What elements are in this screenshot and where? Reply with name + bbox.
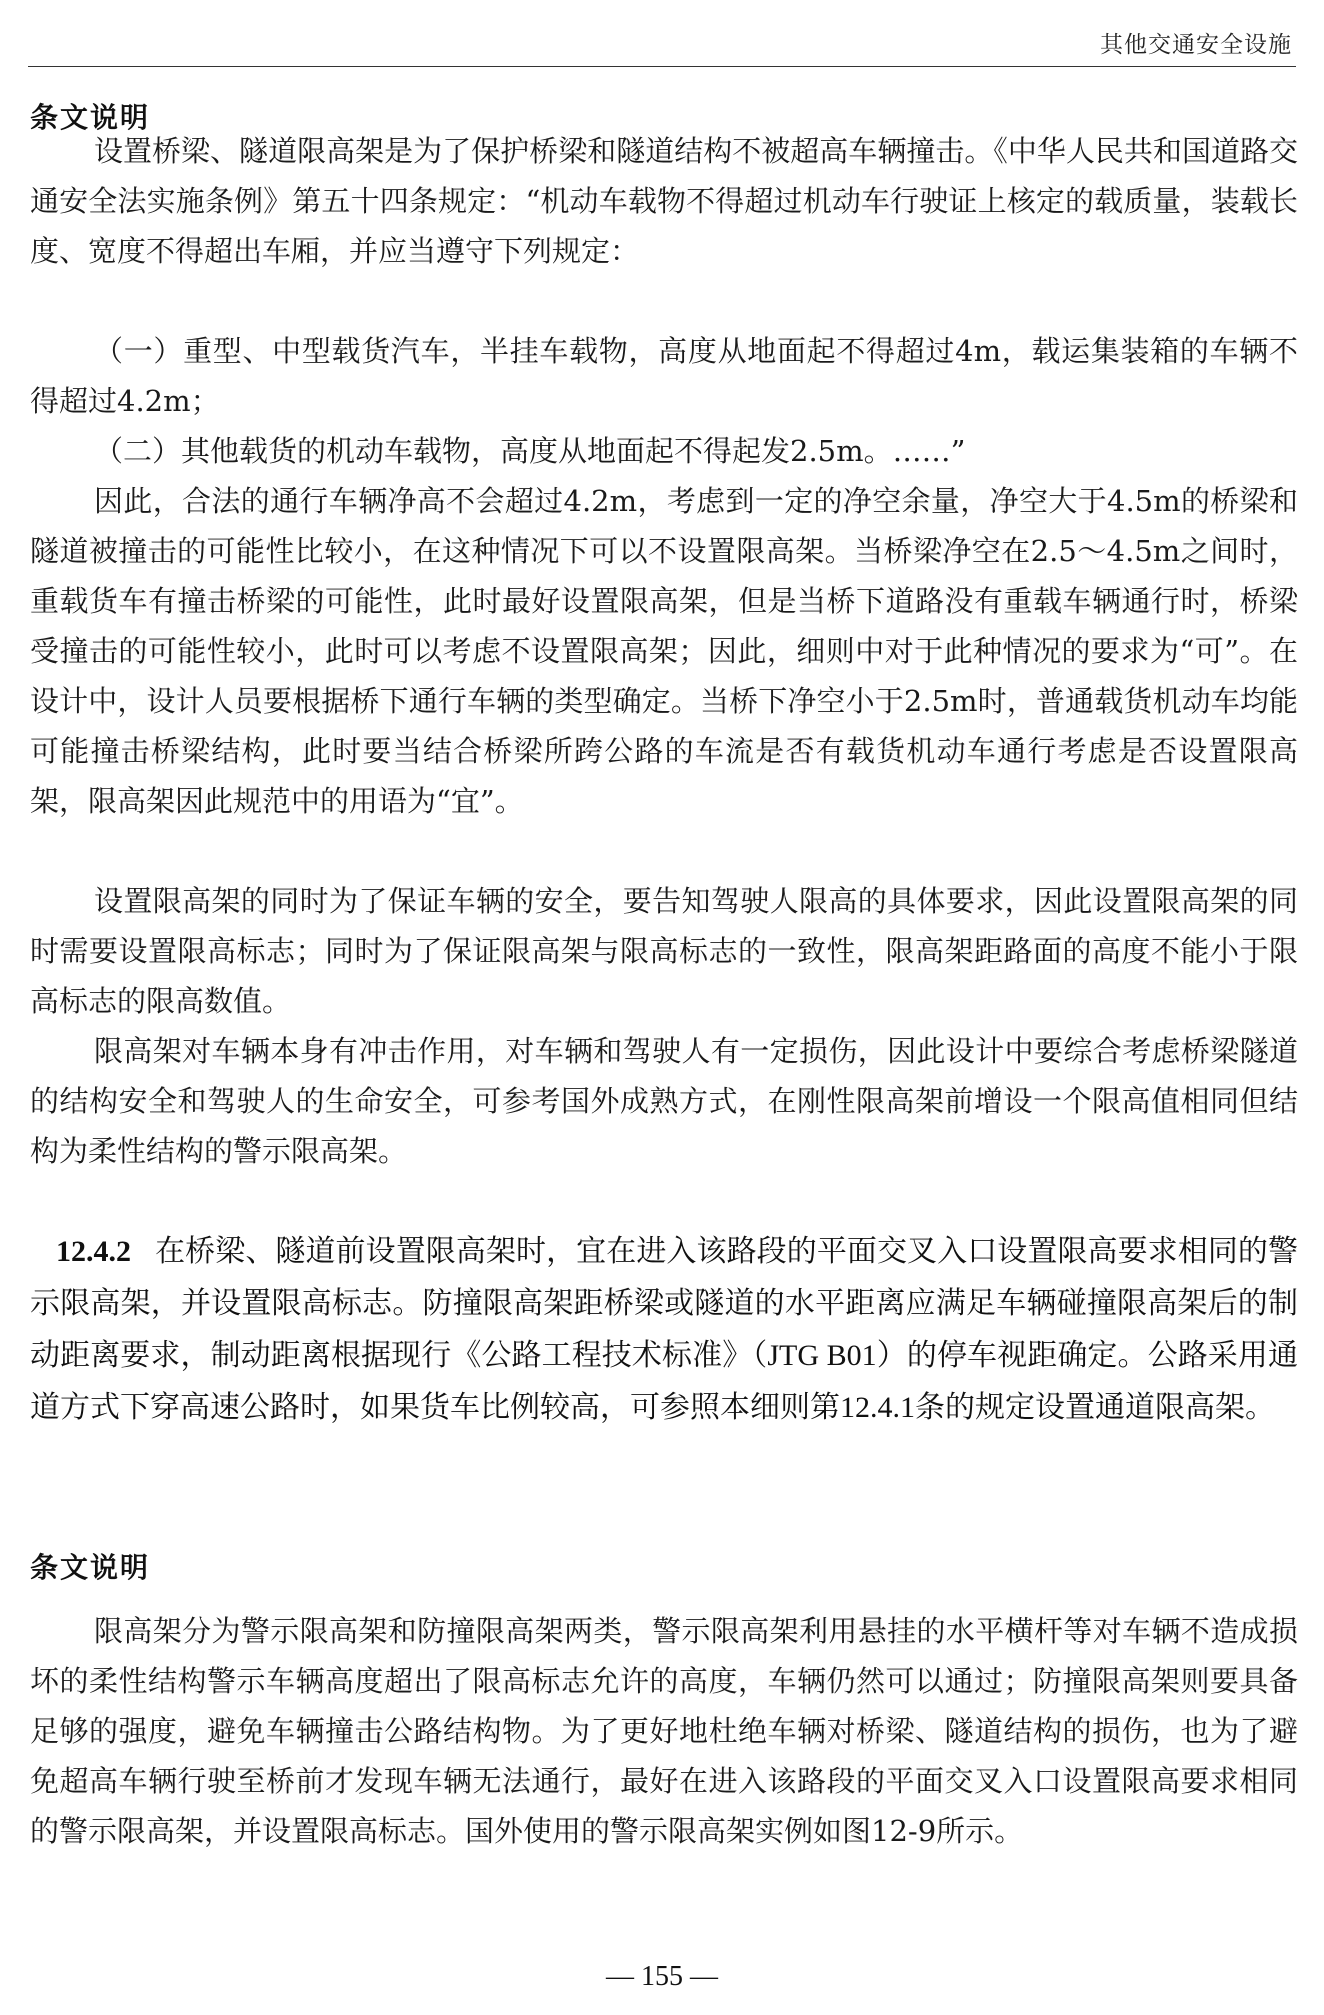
paragraph: 设置限高架的同时为了保证车辆的安全，要告知驾驶人限高的具体要求，因此设置限高架的同时需要设置限高标志；同时为了保证限高架与限高标志的一致性，限高架距路面的高度不能小于限高标志的限高数值。 (30, 884, 1298, 1018)
paragraph: 设置桥梁、隧道限高架是为了保护桥梁和隧道结构不被超高车辆撞击。《中华人民共和国道路交通安全法实施条例》第五十四条规定：“机动车载物不得超过机动车行驶证上核定的载质量，装载长度、宽度不得超出车厢，并应当遵守下列规定： (30, 134, 1298, 268)
clause-12-4-2 (30, 1226, 1298, 1434)
paragraph: （一）重型、中型载货汽车，半挂车载物，高度从地面起不得超过4m，载运集装箱的车辆不得超过4.2m； (30, 334, 1298, 418)
running-header (28, 20, 1296, 67)
clause-number: 12.4.2 (56, 1235, 131, 1268)
section-label-explanation: 条文说明 (30, 101, 151, 134)
paragraph: 因此，合法的通行车辆净高不会超过4.2m，考虑到一定的净空余量，净空大于4.5m的桥梁和隧道被撞击的可能性比较小，在这种情况下可以不设置限高架。当桥梁净空在2.5～4.5m之间时，重载货车有撞击桥梁的可能性，此时最好设置限高架，但是当桥下道路没有重载车辆通行时，桥梁受撞击的可能性较小，此时可以考虑不设置限高架；因此，细则中对于此种情况的要求为“可”。在设计中，设计人员要根据桥下通行车辆的类型确定。当桥下净空小于2.5m时，普通载货机动车均能可能撞击桥梁结构，此时要当结合桥梁所跨公路的车流是否有载货机动车通行考虑是否设置限高架，限高架因此规范中的用语为“宜”。 (30, 484, 1298, 818)
paragraph: （二）其他载货的机动车载物，高度从地面起不得起发2.5m。……” (94, 434, 966, 468)
page-number: — 155 — (606, 1961, 718, 1992)
paragraph: 限高架对车辆本身有冲击作用，对车辆和驾驶人有一定损伤，因此设计中要综合考虑桥梁隧道的结构安全和驾驶人的生命安全，可参考国外成熟方式，在刚性限高架前增设一个限高值相同但结构为柔性结构的警示限高架。 (30, 1034, 1298, 1168)
paragraph: 限高架分为警示限高架和防撞限高架两类，警示限高架利用悬挂的水平横杆等对车辆不造成损坏的柔性结构警示车辆高度超出了限高标志允许的高度，车辆仍然可以通过；防撞限高架则要具备足够的强度，避免车辆撞击公路结构物。为了更好地杜绝车辆对桥梁、隧道结构的损伤，也为了避免超高车辆行驶至桥前才发现车辆无法通行，最好在进入该路段的平面交叉入口设置限高要求相同的警示限高架，并设置限高标志。国外使用的警示限高架实例如图12-9所示。 (30, 1614, 1298, 1848)
header-title: 其他交通安全设施 (1100, 32, 1292, 58)
clause-text: 在桥梁、隧道前设置限高架时，宜在进入该路段的平面交叉入口设置限高要求相同的警示限高架，并设置限高标志。防撞限高架距桥梁或隧道的水平距离应满足车辆碰撞限高架后的制动距离要求，制动距离根据现行《公路工程技术标准》（JTG B01）的停车视距确定。公路采用通道方式下穿高速公路时，如果货车比例较高，可参照本细则第12.4.1条的规定设置通道限高架。 (30, 1235, 1298, 1424)
section-label-explanation: 条文说明 (30, 1551, 151, 1584)
